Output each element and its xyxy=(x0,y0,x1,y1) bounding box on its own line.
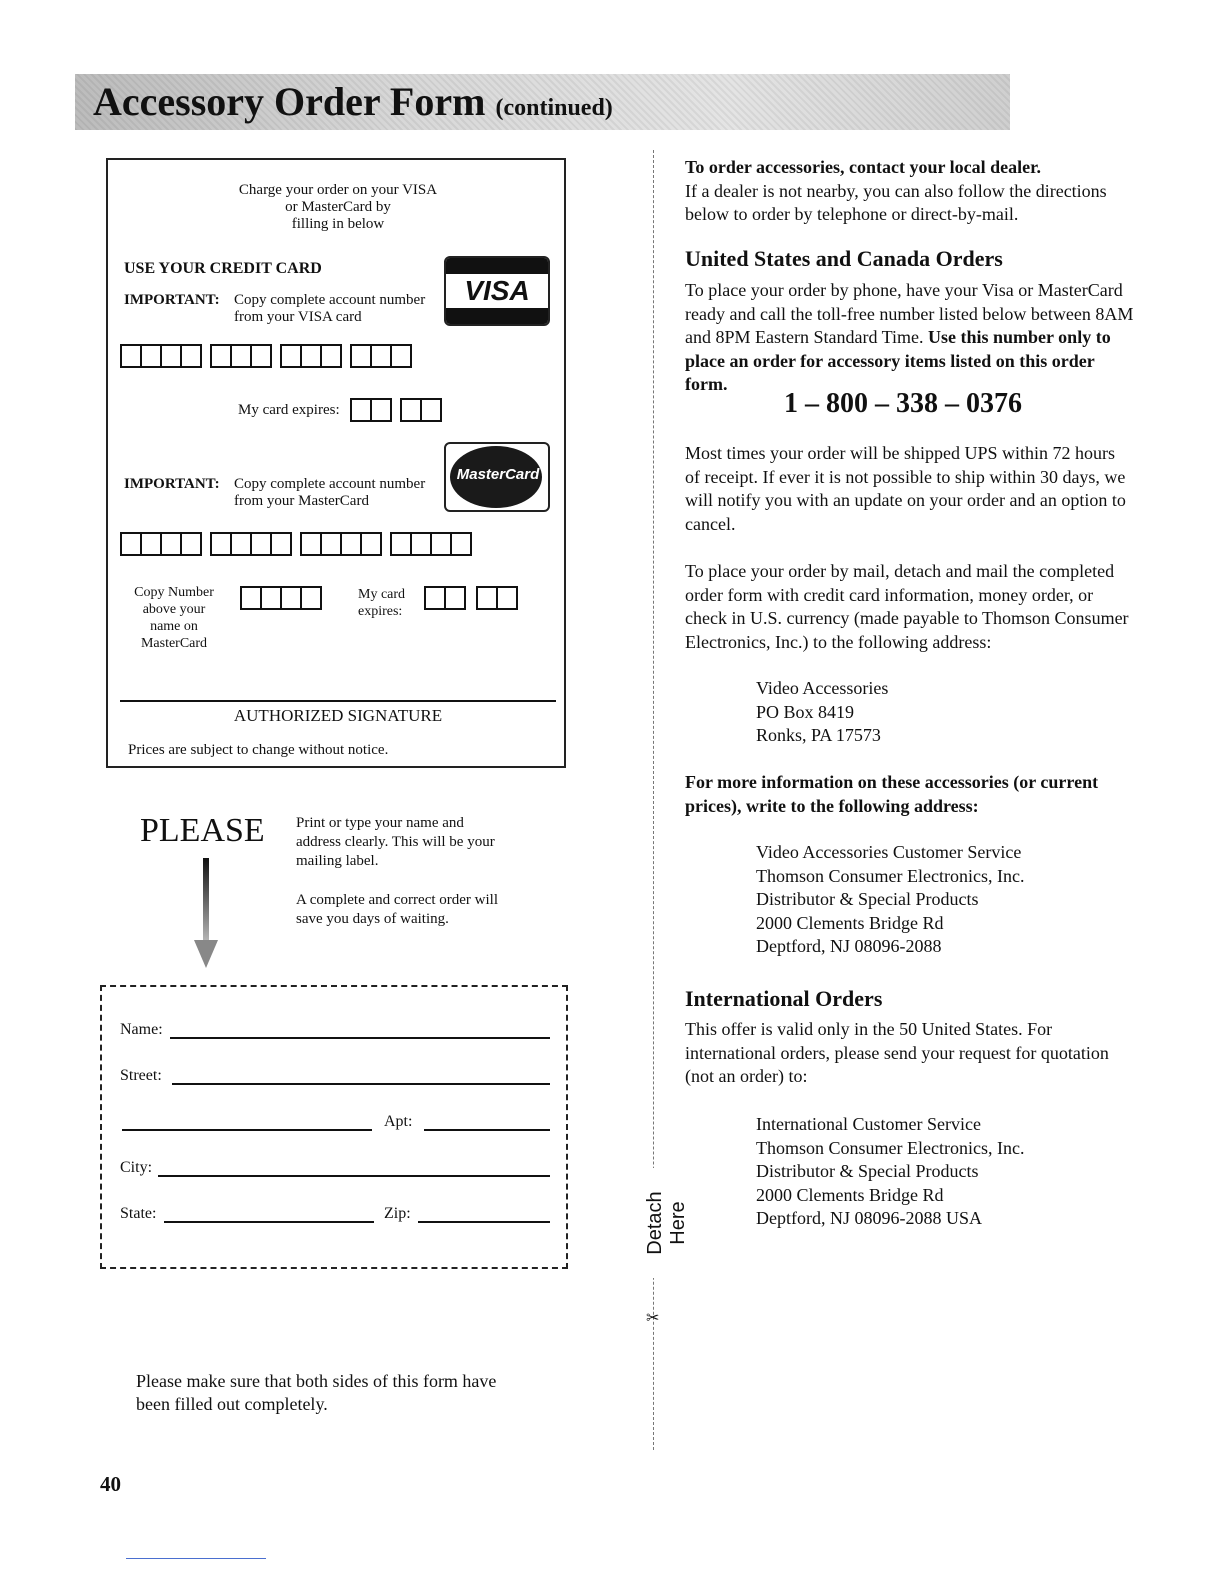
dealer-heading: To order accessories, contact your local dealer. xyxy=(685,157,1041,177)
note-line: been filled out completely. xyxy=(136,1394,328,1414)
visa-logo xyxy=(444,256,550,326)
bold-line: form. xyxy=(685,374,728,394)
text-line: To place your order by phone, have your Visa or MasterCard xyxy=(685,280,1123,300)
note-line: Please make sure that both sides of this form have xyxy=(136,1371,497,1391)
instruction-line: Copy complete account number xyxy=(234,476,426,492)
copy-number-label xyxy=(118,584,230,652)
signature-label: AUTHORIZED SIGNATURE xyxy=(233,706,443,725)
text-line: If a dealer is not nearby, you can also follow the directions xyxy=(685,180,1107,201)
visa-expiry-input[interactable] xyxy=(350,398,440,422)
address-line: Distributor & Special Products xyxy=(756,1161,979,1181)
more-info-heading xyxy=(685,771,1185,818)
address-line: Thomson Consumer Electronics, Inc. xyxy=(756,1137,1025,1158)
address-line: Distributor & Special Products xyxy=(756,889,979,909)
instruction-line: from your MasterCard xyxy=(234,493,369,509)
mastercard-logo-text: MasterCard xyxy=(456,466,540,483)
address-line: Deptford, NJ 08096-2088 USA xyxy=(756,1208,982,1228)
zip-label: Zip: xyxy=(384,1205,411,1222)
visa-number-input[interactable] xyxy=(120,344,410,368)
street2-field[interactable] xyxy=(122,1129,372,1131)
text-line: and 8PM Eastern Standard Time. xyxy=(685,327,924,347)
text-line: prices), write to the following address: xyxy=(685,795,979,816)
address-line: Thomson Consumer Electronics, Inc. xyxy=(756,865,1025,886)
text-line: (not an order) to: xyxy=(685,1066,808,1086)
year-boxes[interactable] xyxy=(476,586,516,610)
intl-orders-heading: International Orders xyxy=(685,986,883,1011)
digit-group[interactable] xyxy=(280,344,340,368)
name-field[interactable] xyxy=(170,1037,550,1039)
label-line: Copy Number xyxy=(134,585,214,600)
apt-label: Apt: xyxy=(384,1113,413,1130)
instruction-line: address clearly. This will be your xyxy=(296,834,495,850)
text-line: ready and call the toll-free number listed below between 8AM xyxy=(685,303,1134,324)
service-address xyxy=(756,841,1024,959)
important-label-mc: IMPORTANT: xyxy=(124,476,220,492)
city-label: City: xyxy=(120,1159,153,1176)
state-field[interactable] xyxy=(164,1221,374,1223)
digit-group[interactable] xyxy=(120,532,200,556)
visa-logo-text: VISA xyxy=(464,275,530,306)
street-label: Street: xyxy=(120,1067,162,1084)
instruction-line: Copy complete account number xyxy=(234,292,426,308)
text-line: international orders, please send your request for quotation xyxy=(685,1042,1109,1063)
mailing-label-form xyxy=(100,985,568,1269)
shipping-text xyxy=(685,442,1185,536)
state-label: State: xyxy=(120,1205,157,1222)
important-label-visa: IMPORTANT: xyxy=(124,292,220,308)
down-arrow-icon xyxy=(192,858,220,970)
instruction-line: from your VISA card xyxy=(234,309,362,325)
digit-group[interactable] xyxy=(300,532,380,556)
address-line: Video Accessories Customer Service xyxy=(756,842,1022,862)
apt-field[interactable] xyxy=(424,1129,550,1131)
digit-group[interactable] xyxy=(240,586,320,610)
please-title: PLEASE xyxy=(140,812,265,849)
address-line: 2000 Clements Bridge Rd xyxy=(756,912,944,933)
label-line: MasterCard xyxy=(140,636,208,651)
name-label: Name: xyxy=(120,1021,163,1038)
address-line: 2000 Clements Bridge Rd xyxy=(756,1184,944,1205)
label-line: My card xyxy=(358,587,406,602)
page-number: 40 xyxy=(100,1472,121,1496)
address-line: International Customer Service xyxy=(756,1114,981,1134)
text-line: Most times your order will be shipped UPS within 72 hours xyxy=(685,443,1115,463)
month-boxes[interactable] xyxy=(350,398,390,422)
us-orders-heading: United States and Canada Orders xyxy=(685,246,1003,271)
digit-group[interactable] xyxy=(120,344,200,368)
detach-label: Detach Here xyxy=(644,1168,690,1278)
page-subtitle: (continued) xyxy=(495,95,613,121)
street-field[interactable] xyxy=(172,1083,550,1085)
us-orders-text xyxy=(685,279,1185,397)
label-line: name on xyxy=(150,619,198,634)
signature-line[interactable] xyxy=(120,700,556,702)
please-instructions xyxy=(296,814,498,929)
instruction-line: mailing label. xyxy=(296,853,379,869)
card-intro xyxy=(108,182,568,233)
address-line: Video Accessories xyxy=(756,678,889,698)
page-title-text: Accessory Order Form xyxy=(93,79,486,124)
visa-instruction xyxy=(234,292,425,326)
zip-field[interactable] xyxy=(418,1221,550,1223)
mail-text xyxy=(685,560,1185,654)
mc-expiry-input[interactable] xyxy=(424,586,516,610)
intl-text xyxy=(685,1018,1185,1089)
intro-line: Charge your order on your VISA xyxy=(238,182,438,198)
digit-group[interactable] xyxy=(210,344,270,368)
text-line: Electronics, Inc.) to the following address: xyxy=(685,631,992,652)
intro-line: or MasterCard by xyxy=(285,199,391,215)
mc-copy-number-input[interactable] xyxy=(240,586,320,610)
footer-note xyxy=(136,1370,496,1416)
digit-group[interactable] xyxy=(350,344,410,368)
label-line: above your xyxy=(142,602,206,617)
mail-address xyxy=(756,677,888,748)
month-boxes[interactable] xyxy=(424,586,464,610)
text-line: This offer is valid only in the 50 United States. For xyxy=(685,1019,1053,1039)
dealer-section xyxy=(685,156,1185,227)
digit-group[interactable] xyxy=(390,532,470,556)
text-line: To place your order by mail, detach and mail the completed xyxy=(685,561,1115,581)
mc-number-input[interactable] xyxy=(120,532,470,556)
mastercard-logo xyxy=(444,442,550,512)
address-line: Deptford, NJ 08096-2088 xyxy=(756,936,942,956)
text-line: cancel. xyxy=(685,513,736,534)
text-line: of receipt. If ever it is not possible to ship within 30 days, we xyxy=(685,466,1126,487)
footer-rule xyxy=(126,1558,266,1559)
text-line: check in U.S. currency (made payable to Thomson Consumer xyxy=(685,608,1129,628)
scissors-icon: ✂ xyxy=(646,1310,660,1327)
bold-line: Use this number only to xyxy=(928,327,1111,347)
instruction-line: A complete and correct order will xyxy=(296,892,499,908)
credit-card-form xyxy=(106,158,566,768)
address-line: PO Box 8419 xyxy=(756,701,855,722)
address-line: Ronks, PA 17573 xyxy=(756,725,881,745)
prices-note: Prices are subject to change without notice. xyxy=(128,742,389,758)
label-line: expires: xyxy=(358,604,403,619)
text-line: order form with credit card information, money order, or xyxy=(685,584,1094,605)
visa-expires-label: My card expires: xyxy=(238,402,340,418)
phone-number[interactable]: 1 – 800 – 338 – 0376 xyxy=(784,388,1022,419)
text-line: will notify you with an update on your order and an option to xyxy=(685,490,1126,510)
mc-instruction xyxy=(234,476,425,510)
instruction-line: Print or type your name and xyxy=(296,815,464,831)
intro-line: filling in below xyxy=(291,216,385,232)
year-boxes[interactable] xyxy=(400,398,440,422)
mc-expires-label xyxy=(358,586,405,620)
text-line: below to order by telephone or direct-by-mail. xyxy=(685,204,1019,224)
city-field[interactable] xyxy=(158,1175,550,1177)
digit-group[interactable] xyxy=(210,532,290,556)
text-line: For more information on these accessories (or current xyxy=(685,772,1099,792)
page-title xyxy=(93,78,613,125)
instruction-line: save you days of waiting. xyxy=(296,911,449,927)
use-card-heading: USE YOUR CREDIT CARD xyxy=(124,260,322,277)
header-banner xyxy=(75,74,1010,130)
intl-address xyxy=(756,1113,1024,1231)
bold-line: place an order for accessory items listed on this order xyxy=(685,350,1095,371)
